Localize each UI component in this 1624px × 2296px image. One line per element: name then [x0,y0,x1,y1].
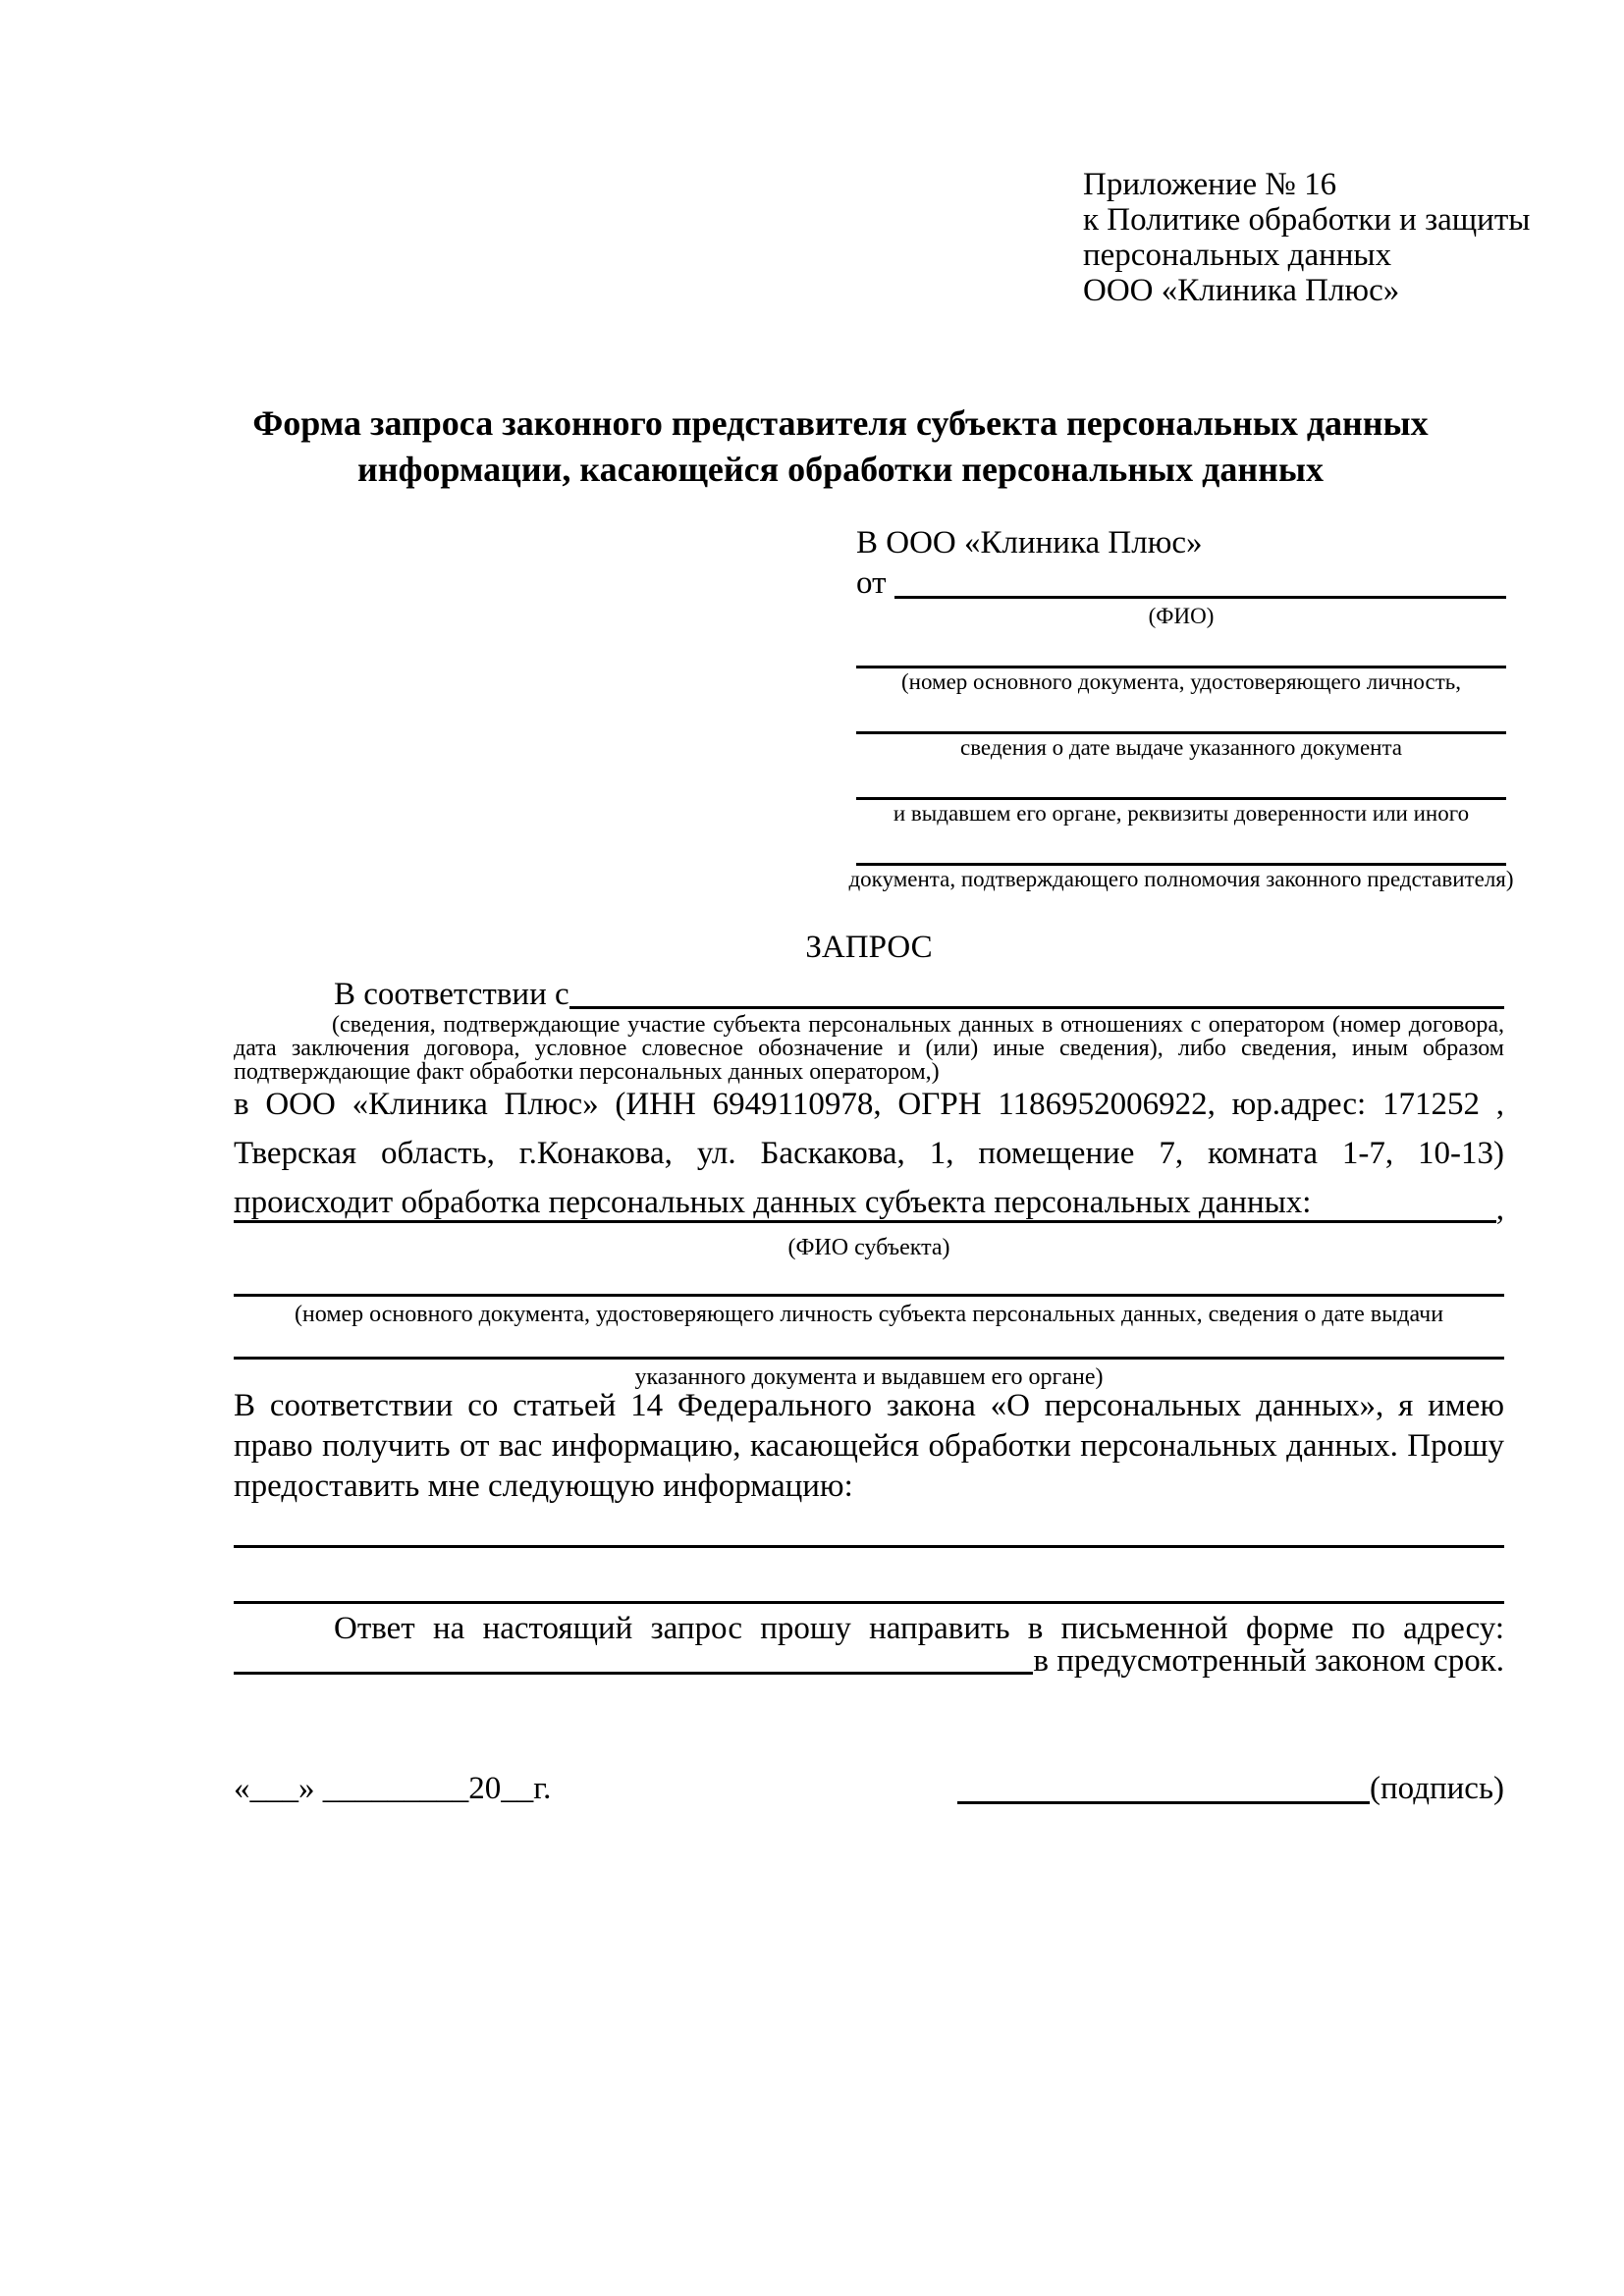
signature-group [957,1769,1504,1808]
doc-fill-line-2[interactable] [856,696,1506,734]
doc-caption-2: сведения о дате выдаче указанного документа [959,735,1403,760]
paragraph-indent [234,976,334,1013]
accordance-fill-line[interactable] [569,976,1504,1009]
subject-fio-caption: (ФИО субъекта) [787,1235,950,1260]
reply-paragraph: Ответ на настоящий запрос прошу направить в письменной форме по адресу: [334,1611,1504,1646]
appendix-note [1083,167,1530,308]
doc-caption-3: и выдавшем его органе, реквизиты доверенности или иного [893,801,1470,826]
date-blank: «___» _________20__г. [234,1771,552,1806]
subject-fio-fill-line[interactable] [234,1192,1496,1223]
addressee-block [848,522,1514,893]
recipient-line: В ООО «Клиника Плюс» [856,525,1203,561]
from-row [856,563,1506,603]
reply-address-fill-line[interactable] [234,1643,1033,1675]
form-title [177,400,1504,493]
accordance-row [234,976,1504,1013]
doc-caption-4: документа, подтверждающего полномочия законного представителя) [848,867,1514,891]
fio-fill-line[interactable] [894,563,1506,599]
form-title-line-2: информации, касающейся обработки персональных данных [357,450,1324,489]
subject-fio-row [234,1192,1504,1227]
doc-caption-1: (номер основного документа, удостоверяющего личность, [900,669,1461,694]
subject-doc-fill-line-1[interactable] [234,1264,1504,1297]
info-fill-line-1[interactable] [234,1516,1504,1548]
reply-tail: в предусмотренный законом срок. [1033,1643,1504,1679]
form-title-line-1: Форма запроса законного представителя субъекта персональных данных [252,403,1429,443]
request-heading: ЗАПРОС [805,930,933,965]
appendix-line-4: ООО «Клиника Плюс» [1083,273,1400,308]
signature-caption: (подпись) [1370,1771,1504,1806]
rights-paragraph: В соответствии со статьей 14 Федерального закона «О персональных данных», я имею право получить от вас информацию, касающейся обработки персональных данных. Прошу предоставить мне следующую информацию: [234,1388,1504,1504]
fio-caption: (ФИО) [1148,604,1215,628]
footer-row [234,1769,1504,1808]
info-fill-line-2[interactable] [234,1572,1504,1604]
doc-fill-line-1[interactable] [856,630,1506,668]
accordance-caption: (сведения, подтверждающие участие субъекта персональных данных в отношениях с оператором (номер договора, дата заключения договора, условное словесное обозначение и (или) иные сведения), либо сведения, иным образом подтверждающие факт обработки персональных данных оператором,) [234,1012,1504,1085]
doc-fill-line-3[interactable] [856,762,1506,800]
subject-doc-fill-line-2[interactable] [234,1327,1504,1360]
operator-paragraph: в ООО «Клиника Плюс» (ИНН 6949110978, ОГРН 1186952006922, юр.адрес: 171252 , Тверская область, г.Конакова, ул. Баскакова, 1, помещение 7, комната 1-7, 10-13) происходит обработка персональных данных субъекта персональных данных: [234,1087,1504,1220]
accordance-prefix: В соответствии с [334,977,569,1012]
subject-doc-caption-2: указанного документа и выдавшем его органе) [634,1364,1104,1390]
from-label: от [856,565,894,601]
subject-line-comma: , [1495,1192,1504,1227]
reply-address-row [234,1643,1504,1679]
subject-doc-caption-1: (номер основного документа, удостоверяющего личность субъекта персональных данных, сведения о дате выдачи [294,1302,1444,1327]
appendix-line-1: Приложение № 16 [1083,167,1337,202]
doc-fill-line-4[interactable] [856,828,1506,866]
appendix-line-2: к Политике обработки и защиты [1083,202,1531,238]
appendix-line-3: персональных данных [1083,238,1392,273]
signature-fill-line[interactable] [957,1769,1370,1804]
